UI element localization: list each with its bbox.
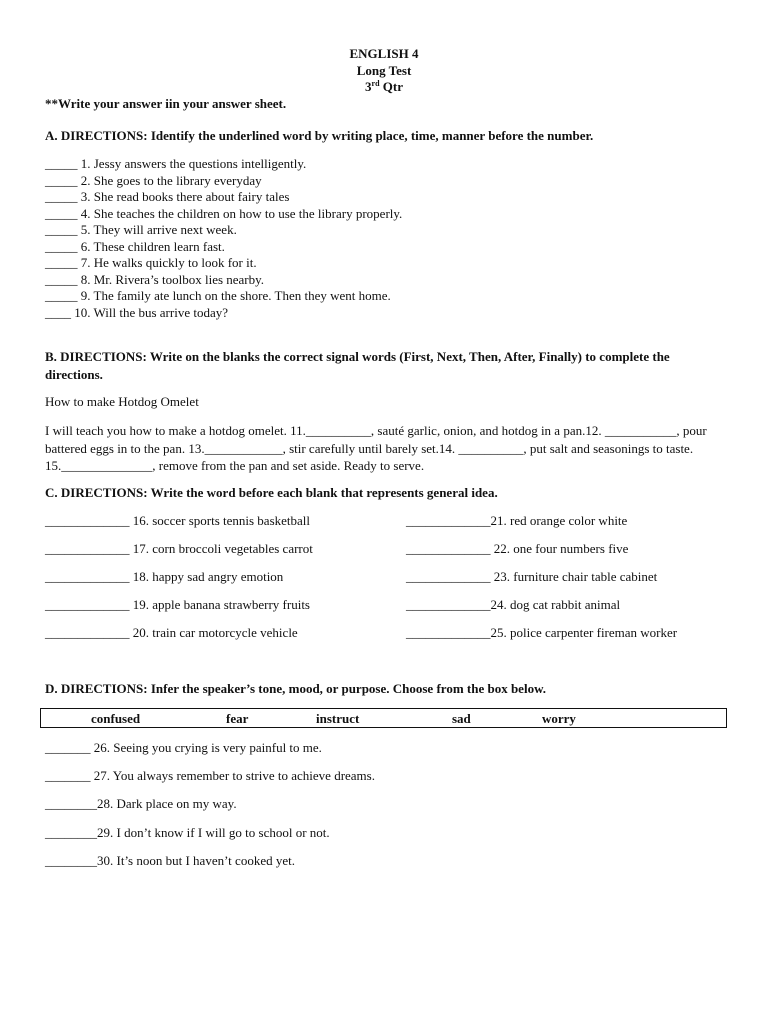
section-c-item: _____________24. dog cat rabbit animal [406, 597, 621, 612]
section-a-item: ____ 10. Will the bus arrive today? [45, 304, 229, 320]
test-title: Long Test [356, 62, 412, 78]
choice-word: sad [452, 711, 471, 726]
section-a-item: _____ 5. They will arrive next week. [45, 222, 237, 237]
section-c-item: _____________ 16. soccer sports tennis basketball [45, 513, 311, 528]
section-c-item: _____________ 20. train car motorcycle vehicle [45, 625, 298, 640]
choice-word: confused [91, 711, 141, 726]
section-b-subtitle: How to make Hotdog Omelet [45, 394, 199, 409]
section-c-item: _____________ 22. one four numbers five [406, 541, 629, 556]
section-d-item: _______ 27. You always remember to strive to achieve dreams. [45, 768, 375, 783]
section-a-item: _____ 4. She teaches the children on how to use the library properly. [45, 205, 403, 221]
section-c-item: _____________ 17. corn broccoli vegetables carrot [45, 541, 313, 556]
section-a-item: _____ 1. Jessy answers the questions intelligently. [45, 156, 307, 171]
section-a-item: _____ 8. Mr. Rivera’s toolbox lies nearby. [45, 271, 265, 287]
choice-word: instruct [316, 711, 360, 726]
quarter-title [0, 79, 768, 96]
choice-word: fear [226, 711, 249, 726]
section-d-directions: D. DIRECTIONS: Infer the speaker’s tone, mood, or purpose. Choose from the box below. [45, 681, 546, 696]
section-c-item: _____________ 23. furniture chair table cabinet [406, 569, 658, 584]
subject-title: ENGLISH 4 [349, 46, 419, 61]
section-c-item: _____________25. police carpenter fireman worker [406, 625, 678, 640]
answer-sheet-note: **Write your answer iin your answer sheet. [45, 96, 287, 111]
section-c-item: _____________ 18. happy sad angry emotion [45, 569, 284, 584]
section-a-directions: A. DIRECTIONS: Identify the underlined word by writing place, time, manner before the number. [45, 128, 594, 143]
section-d-item: ________30. It’s noon but I haven’t cooked yet. [45, 853, 295, 868]
section-a-item: _____ 6. These children learn fast. [45, 238, 225, 254]
section-b-directions: B. DIRECTIONS: Write on the blanks the correct signal words (First, Next, Then, After, Finally) to complete the directions. [45, 349, 670, 382]
section-c-item: _____________ 19. apple banana strawberry fruits [45, 597, 310, 612]
section-d-item: ________29. I don’t know if I will go to school or not. [45, 825, 330, 840]
section-a-item: _____ 9. The family ate lunch on the shore. Then they went home. [45, 288, 391, 303]
quarter-number: 3 [365, 79, 372, 94]
section-a-item: _____ 2. She goes to the library everyday [45, 172, 262, 188]
section-a-item: _____ 3. She read books there about fairy tales [45, 189, 290, 204]
quarter-suffix: rd [371, 79, 380, 88]
section-a-item: _____ 7. He walks quickly to look for it. [45, 255, 257, 270]
test-header [0, 46, 768, 96]
choices-box [40, 708, 727, 728]
section-d-item: ________28. Dark place on my way. [45, 796, 237, 811]
section-c-directions: C. DIRECTIONS: Write the word before each blank that represents general idea. [45, 485, 498, 500]
section-c-item: _____________21. red orange color white [406, 513, 628, 528]
choice-word: worry [542, 711, 576, 726]
quarter-word: Qtr [382, 79, 403, 94]
section-d-item: _______ 26. Seeing you crying is very painful to me. [45, 740, 322, 755]
section-b-paragraph: I will teach you how to make a hotdog omelet. 11.__________, sauté garlic, onion, and hotdog in a pan.12. ___________, pour battered eggs in to the pan. 13.____________, stir carefully until barely set.14. __________, put salt and seasonings to taste. 15.______________, remove from the pan and set aside. Ready to serve. [45, 423, 707, 473]
